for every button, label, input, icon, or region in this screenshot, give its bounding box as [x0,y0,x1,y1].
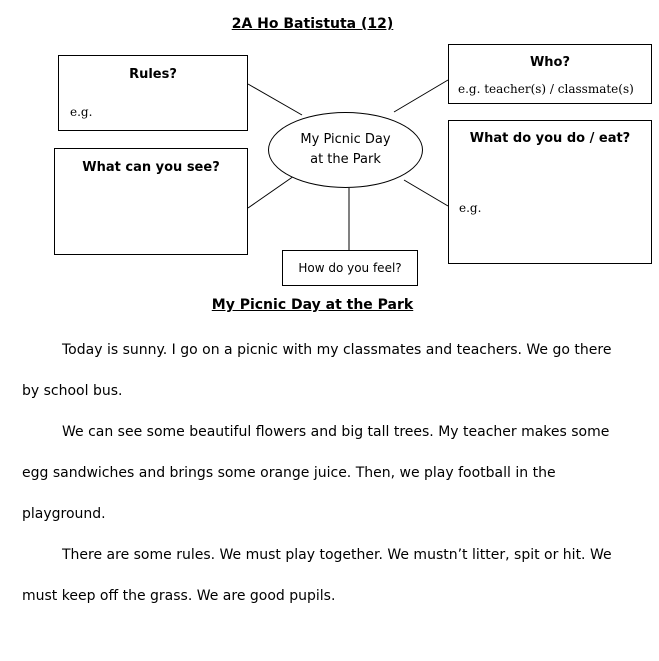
rules-heading: Rules? [129,67,177,82]
passage-title: My Picnic Day at the Park [211,297,414,313]
feel-box [282,250,418,286]
connector-rules [248,84,302,115]
center-topic-line-2: at the Park [310,152,381,167]
connector-see [248,176,294,208]
paragraph-1: Today is sunny. I go on a picnic with my classmates and teachers. We go there by school bus. [22,342,612,399]
paragraph-3: There are some rules. We must play together. We mustn’t litter, spit or hit. We must keep off the grass. We are good pupils. [22,547,612,604]
center-topic-line-1: My Picnic Day [300,132,391,147]
paragraph-2: We can see some beautiful flowers and big tall trees. My teacher makes some egg sandwiches and brings some orange juice. Then, we play football in the playground. [22,424,610,522]
see-box [54,148,248,255]
see-heading: What can you see? [82,160,220,175]
rules-example: e.g. [70,105,93,119]
rules-box [58,55,248,131]
who-example: e.g. teacher(s) / classmate(s) [458,82,634,96]
worksheet-title: 2A Ho Batistuta (12) [231,16,394,32]
center-topic [268,112,423,188]
who-heading: Who? [529,55,571,70]
do-eat-heading: What do you do / eat? [469,131,631,146]
who-box [448,44,652,104]
connector-who [394,80,448,112]
do-eat-example: e.g. [459,201,482,215]
feel-heading: How do you feel? [298,261,402,275]
passage-body [22,330,622,617]
connector-do-eat [404,180,448,206]
do-eat-box [448,120,652,264]
